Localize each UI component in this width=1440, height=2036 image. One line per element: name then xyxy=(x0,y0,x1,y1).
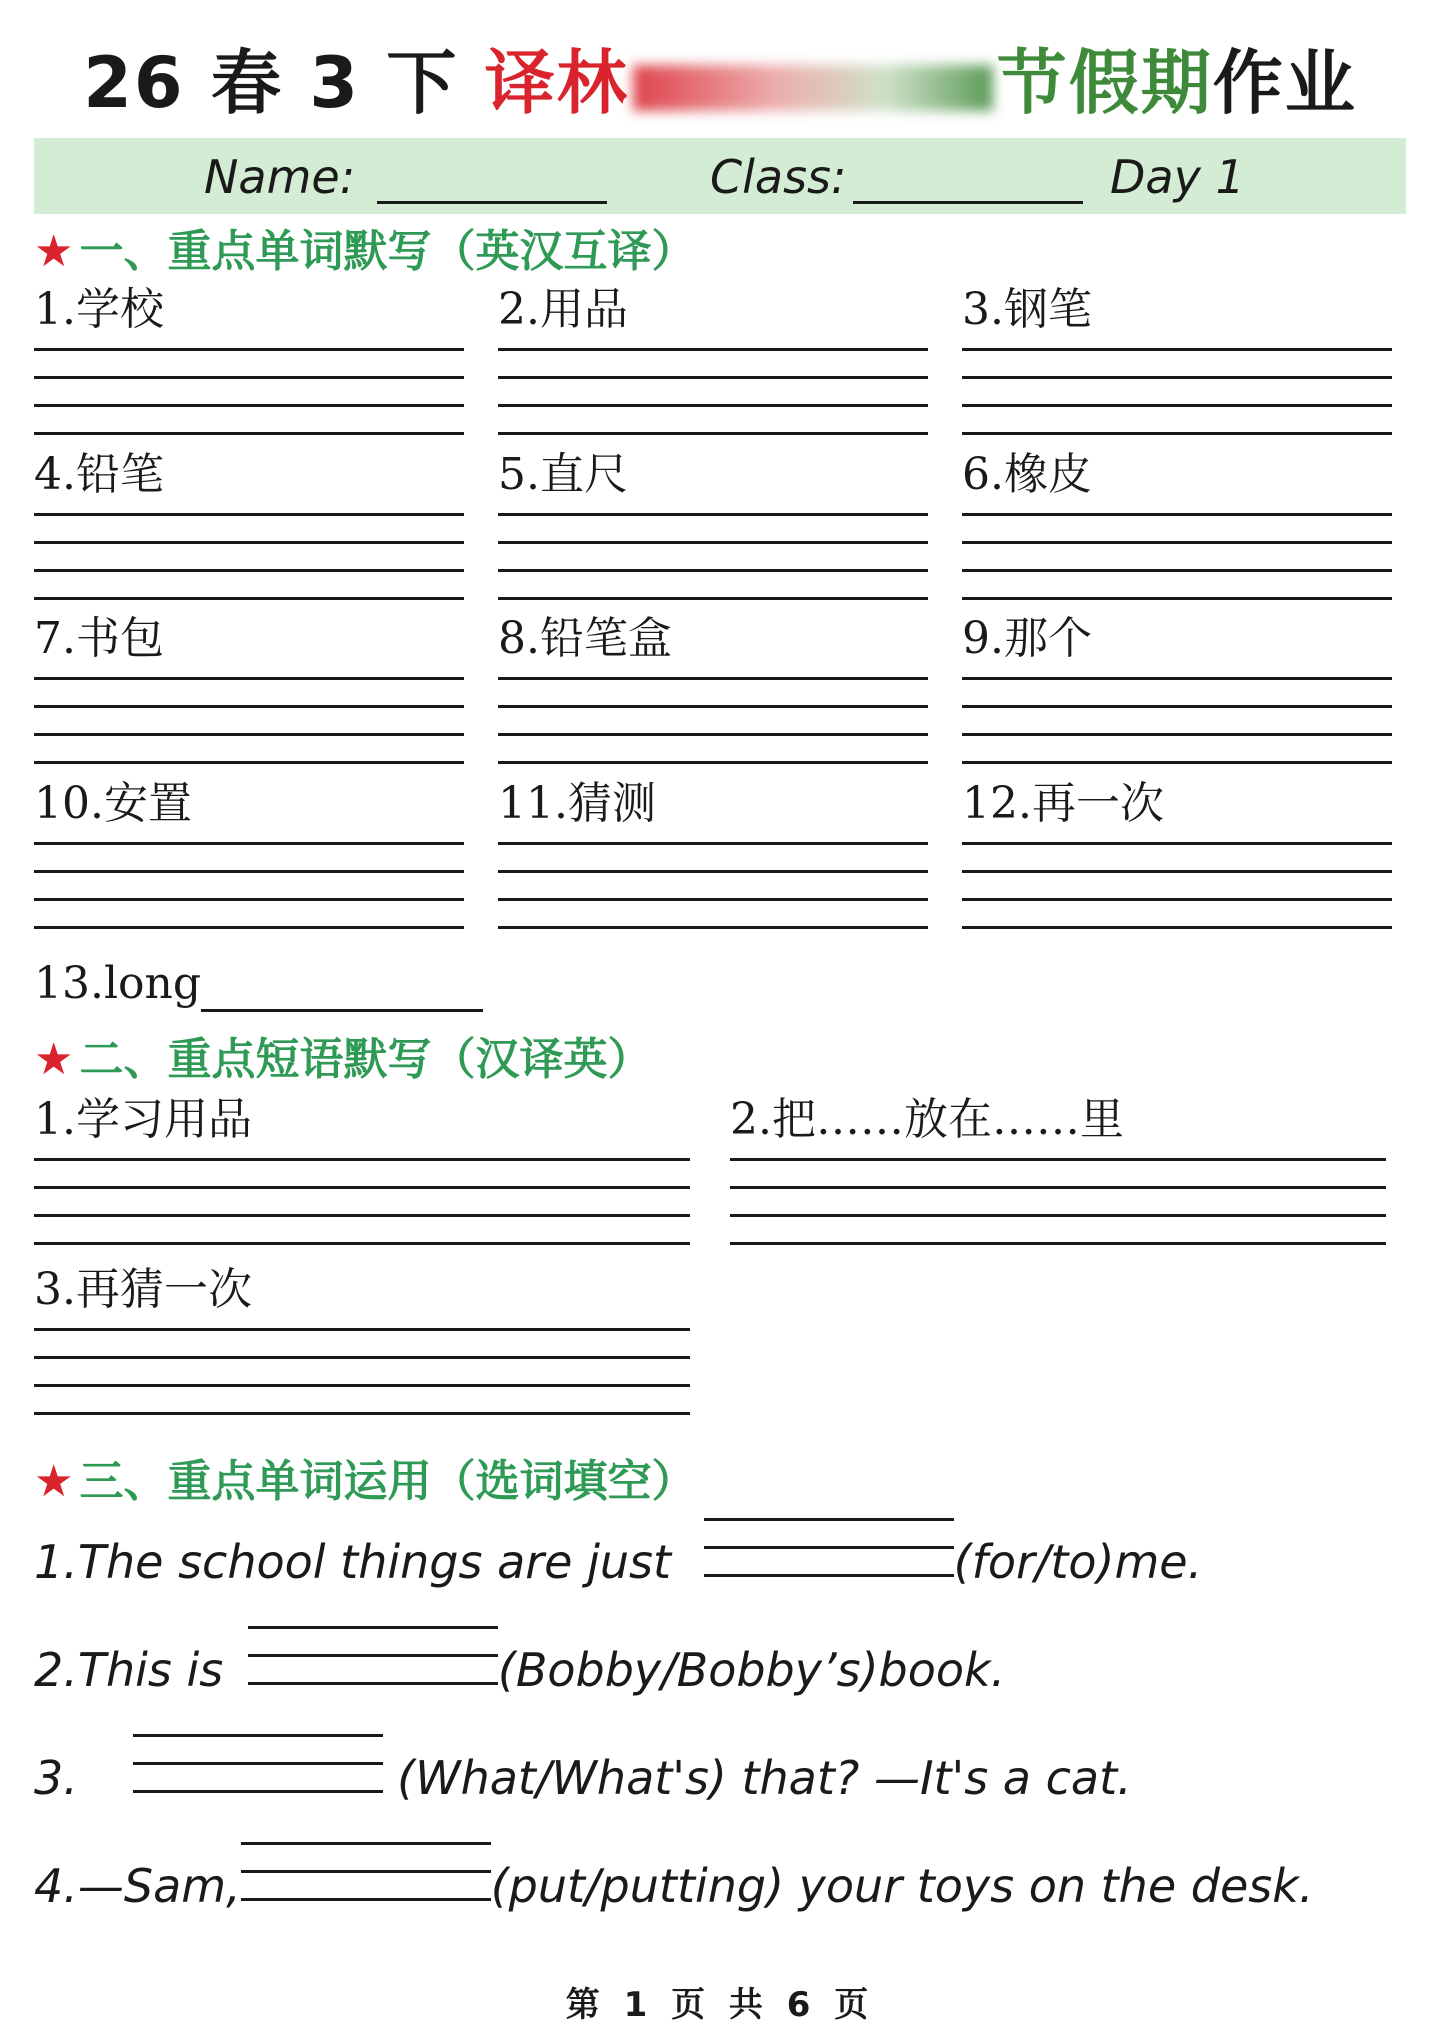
writing-line xyxy=(962,870,1392,873)
name-field[interactable] xyxy=(204,150,607,204)
writing-line xyxy=(498,898,928,901)
writing-line xyxy=(498,513,928,516)
word-item-8 xyxy=(498,611,928,761)
writing-line xyxy=(962,761,1392,764)
writing-line xyxy=(498,733,928,736)
class-field[interactable] xyxy=(710,150,1083,204)
writing-line xyxy=(730,1242,1386,1245)
word-item-10 xyxy=(34,776,464,926)
word-item-5 xyxy=(498,447,928,597)
writing-line xyxy=(730,1214,1386,1217)
writing-line xyxy=(34,1158,690,1161)
writing-line xyxy=(34,569,464,572)
word-item-label: 2.用品 xyxy=(498,284,628,335)
section1-heading-text: 一、重点单词默写（英汉互译） xyxy=(79,226,696,277)
section1-heading xyxy=(34,222,695,282)
writing-line xyxy=(34,1384,690,1387)
phrase-item-1 xyxy=(34,1092,690,1252)
writing-line xyxy=(34,842,464,845)
writing-line xyxy=(962,898,1392,901)
title-part-grade: 26 春 3 下 xyxy=(83,42,459,124)
section3-heading xyxy=(34,1452,695,1512)
word-item-11 xyxy=(498,776,928,926)
word-item-13-label: 13.long xyxy=(34,958,202,1009)
word-item-2 xyxy=(498,282,928,432)
word-item-label: 4.铅笔 xyxy=(34,449,164,500)
word-item-13 xyxy=(34,956,483,1012)
word-item-13-blank[interactable] xyxy=(201,965,483,1012)
writing-line xyxy=(498,761,928,764)
sentence-1-blank[interactable] xyxy=(704,1532,954,1592)
writing-line xyxy=(730,1186,1386,1189)
writing-line xyxy=(498,348,928,351)
writing-line xyxy=(962,404,1392,407)
sentence-4 xyxy=(34,1856,1314,1916)
title-part-homework: 作业 xyxy=(1212,42,1357,124)
writing-line xyxy=(962,677,1392,680)
writing-line xyxy=(498,870,928,873)
star-icon: ★ xyxy=(34,1456,74,1507)
phrase-item-2 xyxy=(730,1092,1386,1252)
name-label: Name: xyxy=(204,150,356,204)
writing-line xyxy=(34,1214,690,1217)
word-item-label: 10.安置 xyxy=(34,778,192,829)
word-item-3 xyxy=(962,282,1392,432)
writing-line xyxy=(34,432,464,435)
word-item-label: 7.书包 xyxy=(34,613,164,664)
name-blank[interactable] xyxy=(377,161,607,204)
writing-line xyxy=(34,870,464,873)
section2-heading xyxy=(34,1030,651,1090)
word-item-12 xyxy=(962,776,1392,926)
student-info-bar xyxy=(34,138,1406,214)
sentence-1 xyxy=(34,1532,1202,1592)
word-item-label: 8.铅笔盒 xyxy=(498,613,672,664)
writing-line xyxy=(962,733,1392,736)
sentence-2-blank[interactable] xyxy=(248,1640,498,1700)
phrase-item-label: 3.再猜一次 xyxy=(34,1264,252,1315)
sentence-2-after: (Bobby/Bobby’s)book. xyxy=(497,1643,1006,1697)
word-item-label: 1.学校 xyxy=(34,284,164,335)
writing-line xyxy=(34,677,464,680)
writing-line xyxy=(498,705,928,708)
writing-line xyxy=(498,677,928,680)
title-part-holiday: 节假期 xyxy=(996,42,1213,124)
sentence-2-before: 2.This is xyxy=(34,1643,224,1697)
word-item-label: 12.再一次 xyxy=(962,778,1164,829)
worksheet-title xyxy=(0,38,1440,128)
writing-line xyxy=(498,569,928,572)
class-label: Class: xyxy=(710,150,847,204)
writing-line xyxy=(34,761,464,764)
writing-line xyxy=(962,705,1392,708)
writing-line xyxy=(962,569,1392,572)
phrase-item-3 xyxy=(34,1262,690,1422)
writing-line xyxy=(34,404,464,407)
section2-heading-text: 二、重点短语默写（汉译英） xyxy=(79,1034,652,1085)
writing-line xyxy=(498,404,928,407)
writing-line xyxy=(34,733,464,736)
writing-line xyxy=(34,898,464,901)
word-item-9 xyxy=(962,611,1392,761)
word-item-6 xyxy=(962,447,1392,597)
writing-line xyxy=(962,597,1392,600)
sentence-3 xyxy=(34,1748,1132,1808)
day-label: Day 1 xyxy=(1110,150,1245,204)
sentence-4-before: 4.—Sam, xyxy=(34,1859,241,1913)
title-part-publisher: 译林 xyxy=(484,42,629,124)
writing-line xyxy=(34,1412,690,1415)
sentence-3-before: 3. xyxy=(34,1751,78,1805)
writing-line xyxy=(34,1242,690,1245)
writing-line xyxy=(34,1356,690,1359)
class-blank[interactable] xyxy=(853,161,1083,204)
writing-line xyxy=(962,842,1392,845)
writing-line xyxy=(498,842,928,845)
writing-line xyxy=(34,348,464,351)
word-item-label: 5.直尺 xyxy=(498,449,628,500)
sentence-4-blank[interactable] xyxy=(241,1856,491,1916)
writing-line xyxy=(730,1158,1386,1161)
writing-line xyxy=(962,926,1392,929)
word-item-4 xyxy=(34,447,464,597)
writing-line xyxy=(34,376,464,379)
writing-line xyxy=(962,541,1392,544)
word-item-label: 11.猜测 xyxy=(498,778,656,829)
star-icon: ★ xyxy=(34,226,74,277)
writing-line xyxy=(962,376,1392,379)
writing-line xyxy=(34,1186,690,1189)
writing-line xyxy=(498,597,928,600)
word-item-1 xyxy=(34,282,464,432)
writing-line xyxy=(498,926,928,929)
writing-line xyxy=(962,513,1392,516)
sentence-3-blank[interactable] xyxy=(133,1748,383,1808)
writing-line xyxy=(34,541,464,544)
word-item-label: 3.钢笔 xyxy=(962,284,1092,335)
writing-line xyxy=(34,926,464,929)
writing-line xyxy=(34,597,464,600)
sentence-3-after: (What/What's) that? —It's a cat. xyxy=(397,1751,1132,1805)
writing-line xyxy=(34,705,464,708)
star-icon: ★ xyxy=(34,1034,74,1085)
writing-line xyxy=(34,1328,690,1331)
sentence-1-before: 1.The school things are just xyxy=(34,1535,672,1589)
writing-line xyxy=(962,432,1392,435)
section3-heading-text: 三、重点单词运用（选词填空） xyxy=(79,1456,696,1507)
writing-line xyxy=(34,513,464,516)
word-item-label: 9.那个 xyxy=(962,613,1092,664)
sentence-1-after: (for/to)me. xyxy=(953,1535,1203,1589)
writing-line xyxy=(962,348,1392,351)
phrase-item-label: 2.把……放在……里 xyxy=(730,1094,1124,1145)
word-item-label: 6.橡皮 xyxy=(962,449,1092,500)
writing-line xyxy=(498,541,928,544)
sentence-2 xyxy=(34,1640,1005,1700)
phrase-item-label: 1.学习用品 xyxy=(34,1094,252,1145)
writing-line xyxy=(498,376,928,379)
word-item-7 xyxy=(34,611,464,761)
writing-line xyxy=(498,432,928,435)
title-blurred-region xyxy=(633,65,993,111)
page-footer: 第 1 页 共 6 页 xyxy=(565,1985,875,2025)
sentence-4-after: (put/putting) your toys on the desk. xyxy=(490,1859,1314,1913)
